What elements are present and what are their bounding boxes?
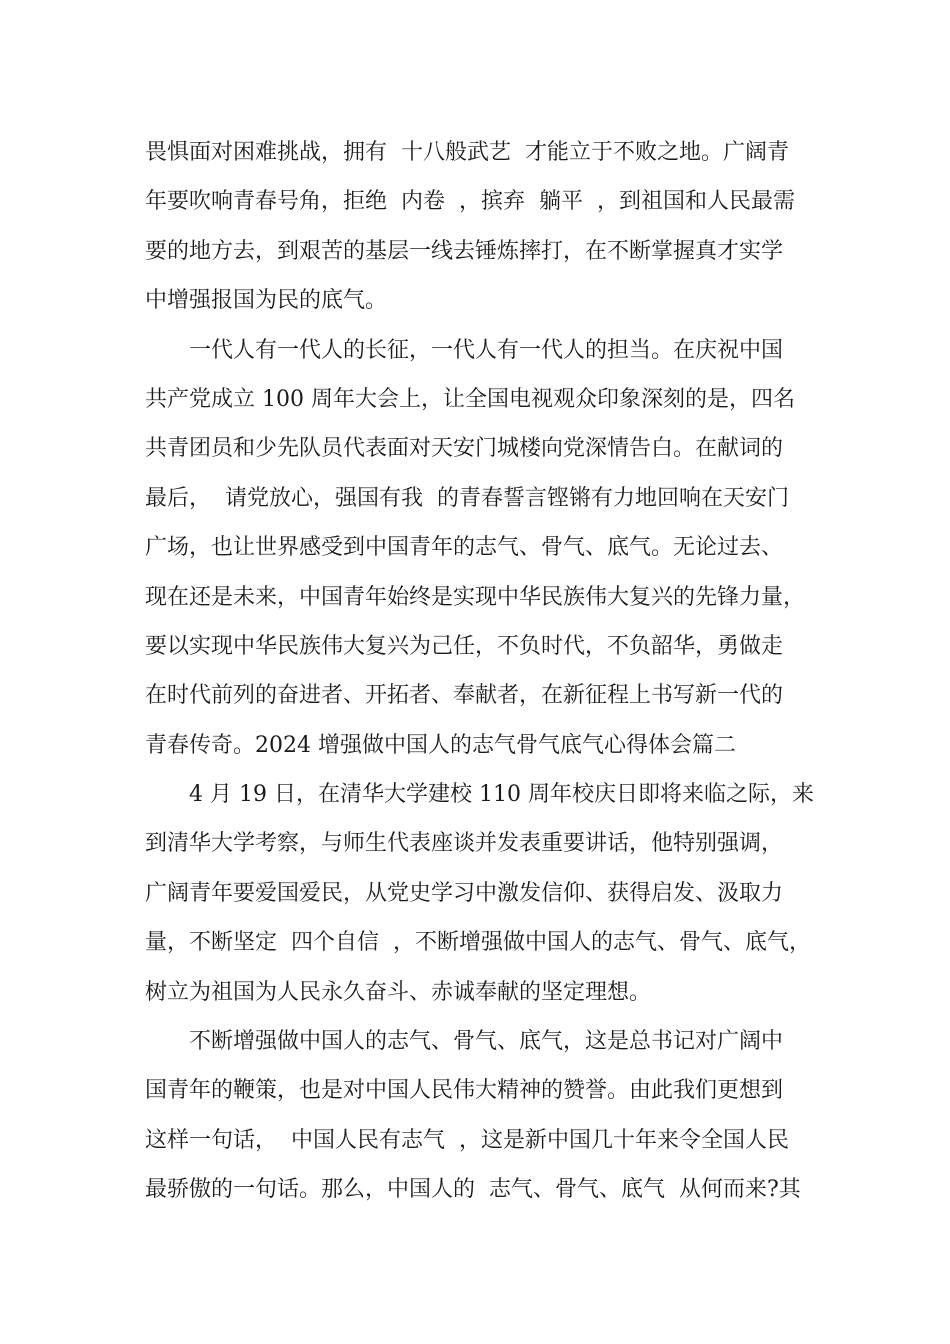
text-line: 畏惧面对困难挑战，拥有 十八般武艺 才能立于不败之地。广阔青 [145,140,789,165]
text-line: 要的地方去，到艰苦的基层一线去锤炼摔打，在不断掌握真才实学 [145,238,784,264]
text-line: 广阔青年要爱国爱民，从党史学习中激发信仰、获得启发、汲取力 [145,880,784,906]
text-line: 青春传奇。2024 增强做中国人的志气骨气底气心得体会篇二 [145,732,736,758]
text-line: 一代人有一代人的长征，一代人有一代人的担当。在庆祝中国 [189,337,784,363]
paragraph-1 [145,128,825,326]
text-line: 最骄傲的一句话。那么，中国人的 志气、骨气、底气 从何而来?其 [145,1177,801,1203]
text-line: 4 月 19 日，在清华大学建校 110 周年校庆日即将来临之际，来 [189,782,814,808]
text-line: 要以实现中华民族伟大复兴为己任，不负时代，不负韶华，勇做走 [145,633,784,659]
document-body [145,128,825,1215]
text-line: 量，不断坚定 四个自信 ，不断增强做中国人的志气、骨气、底气， [145,930,811,956]
text-line: 共青团员和少先队员代表面对天安门城楼向党深情告白。在献词的 [145,436,784,462]
paragraph-4 [145,1017,825,1215]
paragraph-2 [145,326,825,771]
text-line: 广场，也让世界感受到中国青年的志气、骨气、底气。无论过去、 [145,535,784,561]
text-line: 不断增强做中国人的志气、骨气、底气，这是总书记对广阔中 [189,1029,784,1055]
text-line: 共产党成立 100 周年大会上，让全国电视观众印象深刻的是，四名 [145,386,795,412]
text-line: 这样一句话， 中国人民有志气 ，这是新中国几十年来令全国人民 [145,1127,789,1153]
text-line: 到清华大学考察，与师生代表座谈并发表重要讲话，他特别强调， [145,831,784,857]
text-line: 国青年的鞭策，也是对中国人民伟大精神的赞誉。由此我们更想到 [145,1078,784,1104]
paragraph-3 [145,770,825,1017]
text-line: 在时代前列的奋进者、开拓者、奉献者，在新征程上书写新一代的 [145,683,784,709]
text-line: 现在还是未来，中国青年始终是实现中华民族伟大复兴的先锋力量， [145,584,806,610]
text-line: 中增强报国为民的底气。 [145,288,388,314]
text-line: 年要吹响青春号角，拒绝 内卷 ，摈弃 躺平 ，到祖国和人民最需 [145,189,795,215]
text-line: 树立为祖国为人民永久奋斗、赤诚奉献的坚定理想。 [145,979,652,1005]
text-line: 最后， 请党放心，强国有我 的青春誓言铿锵有力地回响在天安门 [145,485,789,511]
